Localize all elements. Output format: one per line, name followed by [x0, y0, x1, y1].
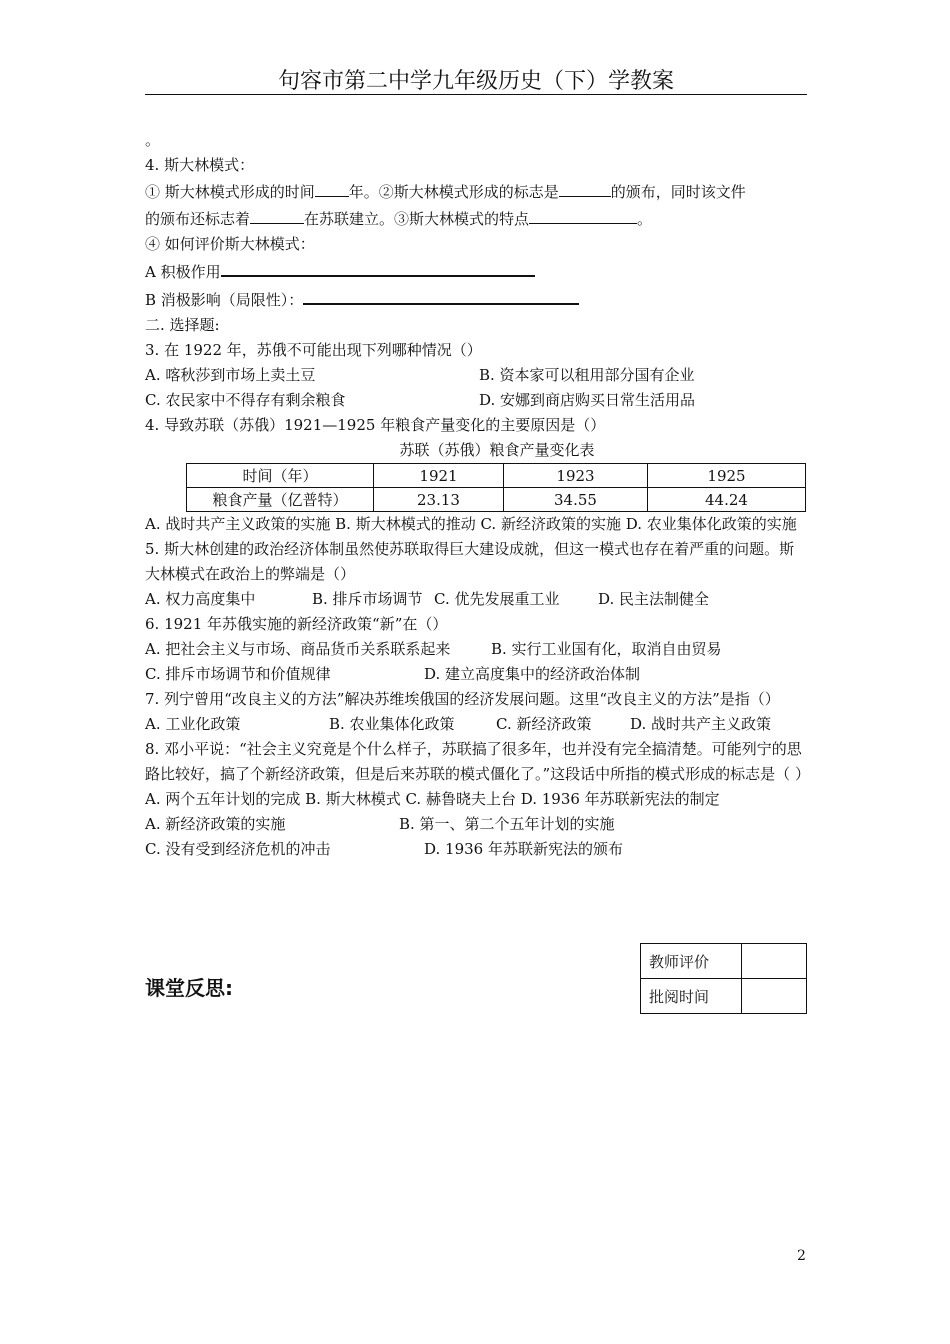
table-cell: 34.55	[504, 488, 648, 512]
fill-blank[interactable]	[315, 178, 349, 197]
question-9-options-row-2	[145, 837, 809, 862]
page-title: 句容市第二中学九年级历史（下）学教案	[277, 69, 674, 94]
fill-blank[interactable]	[529, 205, 637, 224]
document-body	[145, 128, 809, 862]
table-row	[187, 488, 806, 512]
table-cell: 1925	[648, 464, 806, 488]
option-a: A. 把社会主义与市场、商品货币关系联系起来	[145, 640, 451, 658]
review-time-value[interactable]	[742, 979, 807, 1014]
option-a: A. 工业化政策	[145, 715, 241, 733]
text-segment: 的颁布，同时该文件	[610, 183, 746, 201]
teacher-eval-label: 教师评价	[641, 944, 742, 979]
option-b: B. 实行工业国有化，取消自由贸易	[491, 640, 722, 658]
option-a: A. 权力高度集中	[145, 590, 256, 608]
question-4-negative	[145, 285, 809, 313]
option-d: D. 安娜到商店购买日常生活用品	[479, 391, 696, 409]
text-segment: 年。②斯大林模式形成的标志是	[348, 183, 559, 201]
question-5: 5. 斯大林创建的政治经济体制虽然使苏联取得巨大建设成就，但这一模式也存在着严重的问题。斯大林模式在政治上的弊端是（）	[145, 540, 795, 583]
question-4-line-3: ④ 如何评价斯大林模式：	[145, 235, 315, 253]
class-reflection-heading: 课堂反思:	[145, 976, 233, 1000]
question-3-options-row-1	[145, 363, 809, 388]
question-6: 6. 1921 年苏俄实施的新经济政策“新”在（）	[145, 615, 448, 633]
grain-output-table	[186, 463, 806, 512]
option-a: A. 新经济政策的实施	[145, 815, 286, 833]
question-7: 7. 列宁曾用“改良主义的方法”解决苏维埃俄国的经济发展问题。这里“改良主义的方法”是指（）	[145, 690, 780, 708]
text-segment: ① 斯大林模式形成的时间	[145, 183, 315, 201]
fill-blank[interactable]	[250, 205, 304, 224]
table-cell: 1923	[504, 464, 648, 488]
review-time-label: 批阅时间	[641, 979, 742, 1014]
page-number: 2	[797, 1248, 806, 1264]
table-cell: 23.13	[374, 488, 504, 512]
header-divider	[145, 94, 807, 95]
question-4-options: A. 战时共产主义政策的实施 B. 斯大林模式的推动 C. 新经济政策的实施 D. 农业集体化政策的实施	[145, 515, 797, 533]
section-heading: 二. 选择题:	[145, 316, 220, 334]
fill-blank[interactable]	[303, 285, 579, 305]
teacher-eval-value[interactable]	[742, 944, 807, 979]
text-line: 。	[145, 131, 161, 149]
question-4-title: 4. 斯大林模式：	[145, 156, 255, 174]
option-a: A. 喀秋莎到市场上卖土豆	[145, 366, 316, 384]
option-c: C. 优先发展重工业	[434, 590, 560, 608]
table-cell: 44.24	[648, 488, 806, 512]
question-4-line-1	[145, 178, 809, 205]
evaluation-table	[640, 943, 807, 1014]
question-5-options	[145, 587, 809, 612]
question-4-choice: 4. 导致苏联（苏俄）1921—1925 年粮食产量变化的主要原因是（）	[145, 416, 606, 434]
table-cell: 时间（年）	[187, 464, 374, 488]
text-segment: 。	[637, 210, 653, 228]
table-caption: 苏联（苏俄）粮食产量变化表	[399, 441, 595, 459]
question-8: 8. 邓小平说：“社会主义究竟是个什么样子，苏联搞了很多年，也并没有完全搞清楚。可能列宁的思路比较好，搞了个新经济政策，但是后来苏联的模式僵化了。”这段话中所指的模式形成的标志是（ ）	[145, 740, 810, 783]
question-6-options-row-1	[145, 637, 809, 662]
table-row	[641, 979, 807, 1014]
question-3-options-row-2	[145, 388, 809, 413]
option-c: C. 新经济政策	[496, 715, 592, 733]
question-9-options-row-1	[145, 812, 809, 837]
option-c: C. 排斥市场调节和价值规律	[145, 665, 331, 683]
option-d: D. 民主法制健全	[598, 590, 710, 608]
text-segment: 的颁布还标志着	[145, 210, 251, 228]
question-4-line-2	[145, 205, 809, 232]
option-c: C. 农民家中不得存有剩余粮食	[145, 391, 346, 409]
text-segment: 在苏联建立。③斯大林模式的特点	[304, 210, 530, 228]
fill-blank[interactable]	[221, 257, 535, 277]
option-b: B. 第一、第二个五年计划的实施	[399, 815, 615, 833]
option-b: B. 排斥市场调节	[312, 590, 423, 608]
text-segment: B 消极影响（局限性）：	[145, 291, 304, 309]
table-row	[641, 944, 807, 979]
question-8-options: A. 两个五年计划的完成 B. 斯大林模式 C. 赫鲁晓夫上台 D. 1936 年苏联新宪法的制定	[145, 790, 720, 808]
option-c: C. 没有受到经济危机的冲击	[145, 840, 331, 858]
table-cell: 1921	[374, 464, 504, 488]
table-cell: 粮食产量（亿普特）	[187, 488, 374, 512]
option-b: B. 农业集体化政策	[329, 715, 455, 733]
option-d: D. 建立高度集中的经济政治体制	[424, 665, 641, 683]
option-d: D. 1936 年苏联新宪法的颁布	[424, 840, 623, 858]
question-7-options	[145, 712, 809, 737]
question-4-positive	[145, 257, 809, 285]
option-b: B. 资本家可以租用部分国有企业	[479, 366, 695, 384]
table-row	[187, 464, 806, 488]
option-d: D. 战时共产主义政策	[630, 715, 772, 733]
fill-blank[interactable]	[559, 178, 611, 197]
question-6-options-row-2	[145, 662, 809, 687]
question-3: 3. 在 1922 年，苏俄不可能出现下列哪种情况（）	[145, 341, 482, 359]
text-segment: A 积极作用	[145, 263, 221, 281]
